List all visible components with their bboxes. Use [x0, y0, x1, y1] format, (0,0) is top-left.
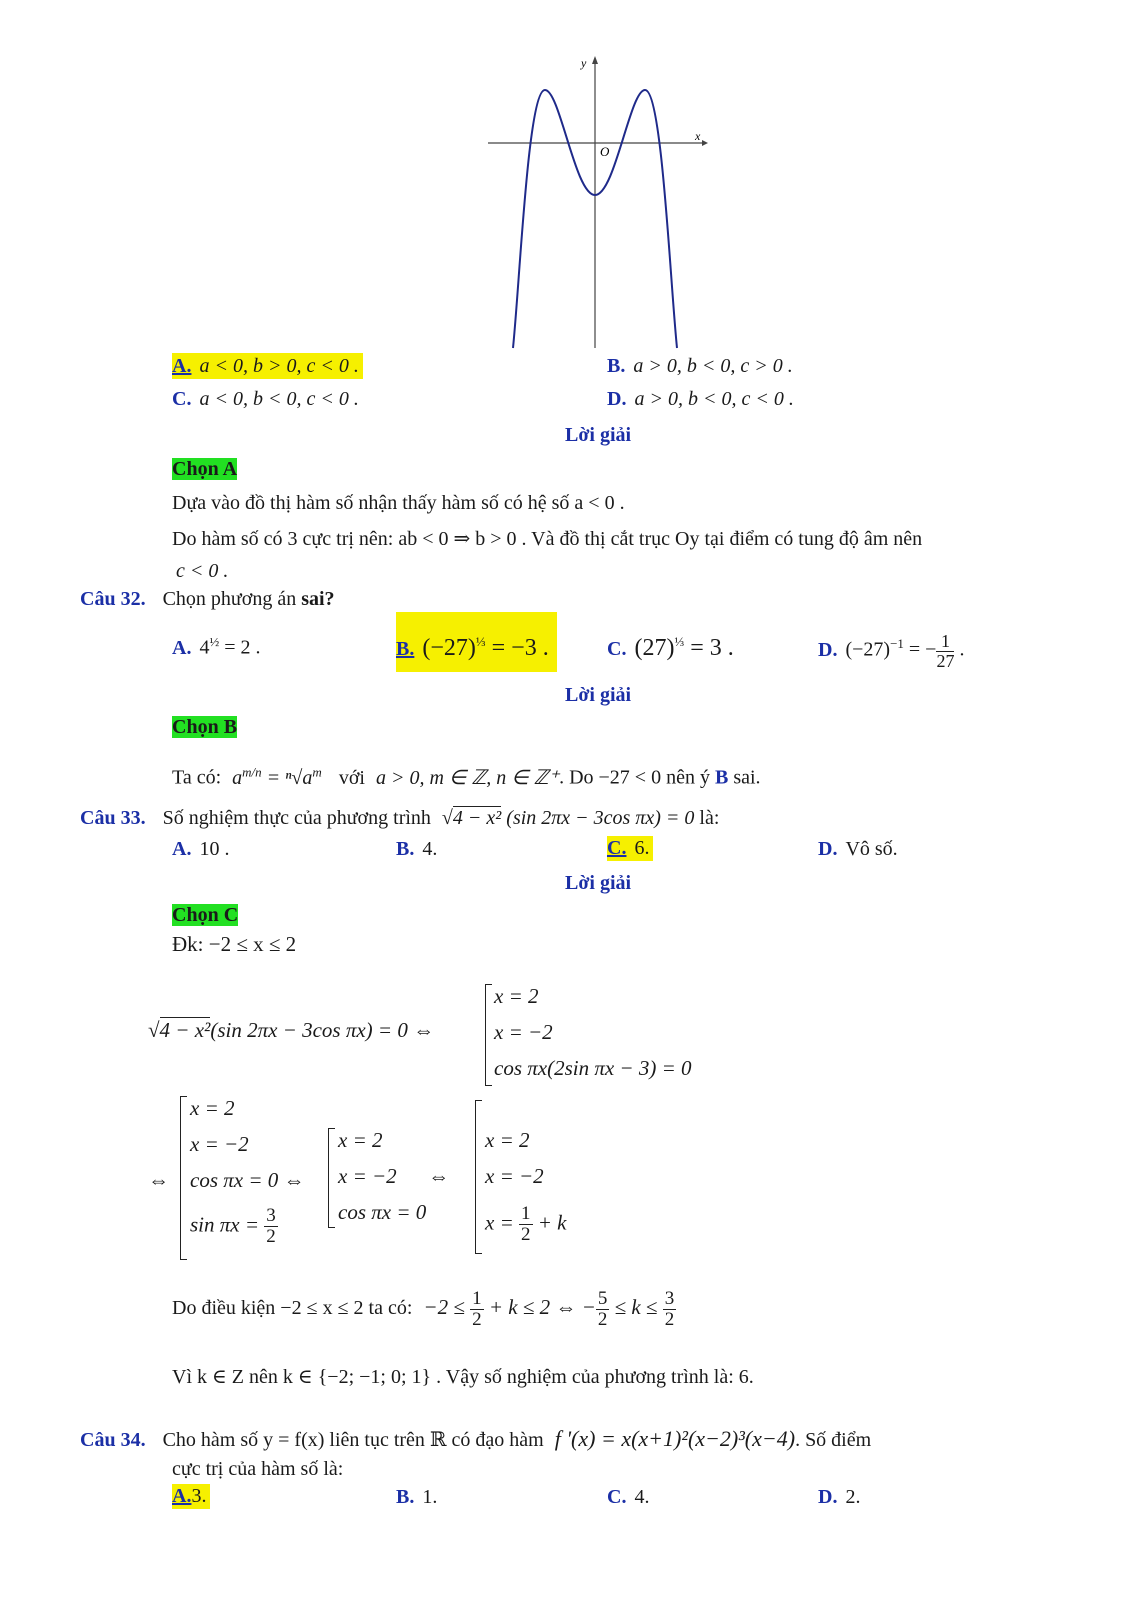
q32-stem-bold: sai? — [301, 588, 335, 610]
q33-c-key: C. — [607, 837, 627, 859]
q32-b-key: B. — [396, 638, 415, 660]
q33-label: Câu 33. — [80, 807, 146, 829]
q32-explain-end: sai. — [728, 766, 761, 789]
q32-c-key: C. — [607, 638, 627, 660]
q32-d-key: D. — [818, 638, 838, 661]
y-axis-label: y — [581, 56, 587, 70]
q32-explain-mid: với — [338, 766, 365, 789]
q33-option-b[interactable] — [396, 838, 437, 861]
q33-a-key: A. — [172, 838, 192, 860]
q33-sys4-r3: x = $\frac{1}{2}$ + k — [485, 1203, 567, 1245]
q34-b-text: 1. — [422, 1486, 438, 1508]
q33-c-text: 6. — [634, 837, 650, 859]
q31-solution-title: Lời giải — [565, 424, 632, 446]
q33-d-text: Vô số. — [845, 838, 898, 860]
q31-b-key: B. — [607, 355, 626, 377]
q32-choice: Chọn B — [172, 716, 238, 738]
q32-option-b[interactable]: B. $(-27)^{\frac{1}{3}} = -3$ . — [396, 612, 557, 672]
q31-a-key: A. — [172, 355, 192, 377]
q34-option-a[interactable] — [172, 1484, 210, 1509]
q33-option-d[interactable] — [818, 838, 898, 861]
q34-option-d[interactable] — [818, 1486, 860, 1509]
q32-explain-b: B — [714, 766, 729, 789]
q31-option-b[interactable] — [607, 355, 793, 378]
q34-stem — [80, 1426, 871, 1452]
q32-label: Câu 32. — [80, 588, 146, 610]
q32-solution-title: Lời giải — [565, 684, 632, 706]
q31-line1: Dựa vào đồ thị hàm số nhận thấy hàm số có hệ số a < 0 . — [172, 492, 625, 514]
q33-dk: Đk: −2 ≤ x ≤ 2 — [172, 932, 297, 956]
q33-sys1-r3: cos πx(2sin πx − 3) = 0 — [494, 1056, 692, 1080]
q34-option-b[interactable] — [396, 1486, 437, 1509]
q32-option-a[interactable]: A. $4^{\frac{1}{2}} = 2$ . — [172, 634, 261, 659]
q34-a-text: 3. — [191, 1485, 207, 1507]
q34-c-text: 4. — [634, 1486, 650, 1508]
q33-b-key: B. — [396, 838, 415, 860]
q33-sys1-r1: x = 2 — [494, 984, 539, 1008]
q32-option-c[interactable]: C. $(27)^{\frac{1}{3}} = 3$ . — [607, 634, 734, 661]
q33-sys2-r4: sin πx = $\frac{3}{2}$ — [190, 1205, 276, 1247]
q31-choice: Chọn A — [172, 458, 238, 480]
q33-solution-title: Lời giải — [565, 872, 632, 894]
q32-explain-prefix: Ta có: — [172, 766, 222, 789]
q31-c-text: a < 0, b < 0, c < 0 . — [199, 388, 359, 410]
q33-sys3-r2: x = −2 ⇔ — [338, 1164, 450, 1188]
q34-c-key: C. — [607, 1486, 627, 1508]
q33-sys1-r2: x = −2 — [494, 1020, 553, 1044]
q32-stem-text: Chọn phương án — [162, 588, 302, 610]
q31-line2: Do hàm số có 3 cực trị nên: ab < 0 ⇒ b > 0 . Và đồ thị cắt trục Oy tại điểm có tung độ âm nên — [172, 528, 923, 550]
q31-option-d[interactable] — [607, 388, 794, 411]
q33-stem-text: Số nghiệm thực của phương trình — [162, 807, 431, 829]
q31-a-text: a < 0, b > 0, c < 0 . — [199, 355, 359, 377]
q32-a-key: A. — [172, 636, 192, 659]
q34-option-c[interactable] — [607, 1486, 649, 1509]
q32-explain-cond: a > 0, m ∈ ℤ, n ∈ ℤ⁺ — [375, 766, 560, 789]
q34-d-key: D. — [818, 1486, 838, 1508]
origin-label: O — [600, 144, 610, 159]
q32-option-d[interactable]: D. $(-27)^{-1}$ = − $\frac{1}{27}$ . — [818, 630, 965, 671]
q32-stem — [80, 588, 335, 611]
q33-sys4-r2: x = −2 — [485, 1164, 544, 1188]
q34-stem1: Cho hàm số y = f(x) liên tục trên ℝ có đạo hàm — [162, 1429, 544, 1451]
q33-option-c[interactable] — [607, 836, 653, 861]
q31-option-c[interactable] — [172, 388, 359, 411]
q33-option-a[interactable] — [172, 838, 229, 861]
q32-explain: Ta có: $a^{m/n} = ^n√a^m$ với a > 0, m ∈ ℤ, n ∈ ℤ⁺. Do −27 < 0 nên ý B sai. — [172, 764, 761, 789]
q33-sys4-r1: x = 2 — [485, 1128, 530, 1152]
q31-d-text: a > 0, b < 0, c < 0 . — [634, 388, 794, 410]
q33-choice: Chọn C — [172, 904, 239, 926]
function-graph — [480, 50, 710, 350]
q33-sys3-r3: cos πx = 0 — [338, 1200, 427, 1224]
q33-sys2-r2: x = −2 — [190, 1132, 249, 1156]
q33-cond-prefix: Do điều kiện −2 ≤ x ≤ 2 ta có: — [172, 1297, 413, 1319]
q33-eq-main: √4 − x²(sin 2πx − 3cos πx) = 0 ⇔ — [148, 1018, 435, 1042]
q33-stem: Câu 33. Số nghiệm thực của phương trình √4 − x² (sin 2πx − 3cos πx) = 0 là: — [80, 807, 720, 829]
q31-line3: c < 0 . — [176, 560, 229, 582]
q33-d-key: D. — [818, 838, 838, 860]
q33-b-text: 4. — [422, 838, 438, 860]
q34-stem-fn: f '(x) = x(x+1)²(x−2)³(x−4) — [554, 1426, 796, 1451]
q33-a-text: 10 . — [199, 838, 230, 860]
q33-sys2-r3: cos πx = 0 ⇔ — [190, 1168, 305, 1192]
q33-sys3-r1: x = 2 — [338, 1128, 383, 1152]
q31-d-key: D. — [607, 388, 627, 410]
q31-option-a[interactable] — [172, 355, 363, 378]
q33-final: Vì k ∈ Z nên k ∈ {−2; −1; 0; 1} . Vậy số nghiệm của phương trình là: 6. — [172, 1366, 754, 1388]
q31-b-text: a > 0, b < 0, c > 0 . — [633, 355, 793, 377]
q34-stem3: cực trị của hàm số là: — [172, 1458, 344, 1480]
q34-d-text: 2. — [845, 1486, 861, 1508]
q34-a-key: A. — [172, 1485, 192, 1507]
q33-cond: Do điều kiện −2 ≤ x ≤ 2 ta có: −2 ≤ $\frac{1}{2}$ + k ≤ 2 ⇔ − $\frac{5}{2}$ ≤ k ≤ $\frac{3}{2}$ — [172, 1287, 675, 1330]
x-axis-label: x — [695, 129, 701, 143]
q33-equiv-1: ⇔ — [148, 1168, 169, 1192]
q34-b-key: B. — [396, 1486, 415, 1508]
q33-stem-end: là: — [699, 807, 720, 829]
q34-stem2: . Số điểm — [795, 1429, 872, 1451]
q34-label: Câu 34. — [80, 1429, 146, 1451]
q32-explain-tail: . Do −27 < 0 nên ý — [559, 766, 715, 789]
q31-c-key: C. — [172, 388, 192, 410]
q33-sys2-r1: x = 2 — [190, 1096, 235, 1120]
